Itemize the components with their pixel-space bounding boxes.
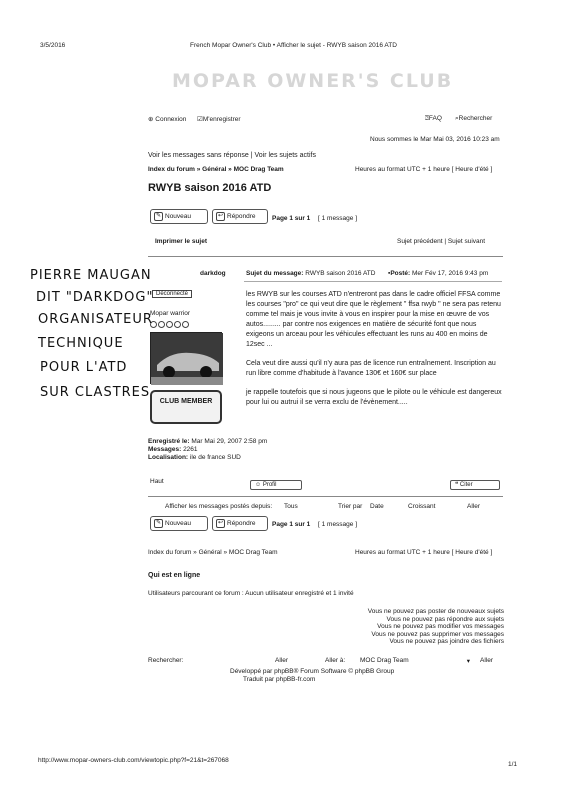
- print-date: 3/5/2016: [40, 42, 66, 49]
- print-topic-link[interactable]: Imprimer le sujet: [155, 238, 208, 245]
- post-body: [246, 290, 502, 417]
- post-paragraph: les RWYB sur les courses ATD n'entreront pas dans le cadre officiel FFSA comme les courses "pro" ce qui veut dire que le règlement " ffsa rwyb " ne sera pas retenu comme tel mais je vous invite à vous en inspirer pour la mise en œuvre de vos autos......... par contre nos exigences en matière de sécurité font que nous exigeons un arceau pour les véhicules effectuant les runs au 400 en moins de 12sec ...: [246, 291, 501, 348]
- post-paragraph: Cela veut dire aussi qu'il n'y aura pas de licence run entraînement. Inscription au run libre comme d'habitude à l'avance 130€ et 160€ sur place: [246, 360, 496, 377]
- faq-icon: ⍰: [425, 115, 429, 122]
- permissions-list: Vous ne pouvez pas poster de nouveaux sujets Vous ne pouvez pas répondre aux sujets Vous ne pouvez pas modifier vos messages Vous ne pouvez pas supprimer vos messages Vous ne pouvez pas joindre des fichiers: [367, 608, 504, 645]
- status-badge: Déconnecté: [152, 290, 192, 298]
- jump-select[interactable]: MOC Drag Team ▾: [360, 657, 470, 665]
- message-count: [ 1 message ]: [318, 215, 358, 222]
- who-online-title: Qui est en ligne: [148, 572, 201, 579]
- register-icon: ☑: [197, 116, 203, 123]
- post-icon: ▪: [388, 270, 391, 277]
- order-select[interactable]: Croissant: [408, 503, 436, 510]
- print-url: http://www.mopar-owners-club.com/viewtopic.php?f=21&t=267068: [38, 757, 229, 764]
- post-paragraph: je rappelle toutefois que si nous jugeons que le pilote ou le véhicule est dangereux pour lui ou autrui il se verra exclu de l'évènement.....: [246, 389, 502, 406]
- avatar: [150, 332, 222, 384]
- footer-credit: Développé par phpBB® Forum Software © phpBB Group: [230, 668, 395, 675]
- new-topic-button-bottom[interactable]: ✎ Nouveau: [150, 516, 208, 531]
- author-rank: Mopar warrior: [150, 310, 191, 317]
- timezone: Heures au format UTC + 1 heure [ Heure d'été ]: [355, 166, 493, 173]
- search-label: Rechercher:: [148, 657, 184, 664]
- post-divider: [244, 281, 502, 282]
- timezone-bottom: Heures au format UTC + 1 heure [ Heure d'été ]: [355, 549, 493, 556]
- sort-label: Trier par: [338, 503, 363, 510]
- reply-icon: ↩: [217, 520, 224, 526]
- quote-button[interactable]: ❝ Citer: [450, 480, 500, 490]
- handwriting-line: POUR L'ATD: [40, 360, 128, 375]
- star-icon: [182, 321, 189, 328]
- who-online-text: Utilisateurs parcourant ce forum : Aucun utilisateur enregistré et 1 invité: [148, 590, 354, 597]
- site-logo: MOPAR OWNER'S CLUB: [172, 70, 454, 92]
- divider: [148, 256, 503, 257]
- post-author[interactable]: darkdog: [200, 270, 226, 277]
- quick-links[interactable]: Voir les messages sans réponse | Voir les sujets actifs: [148, 152, 316, 159]
- reply-icon: ↩: [217, 213, 224, 219]
- breadcrumb-bottom[interactable]: Index du forum » Général » MOC Drag Team: [148, 549, 278, 556]
- login-icon: ⊕: [148, 116, 154, 123]
- new-topic-icon: ✎: [155, 520, 162, 526]
- topic-title[interactable]: RWYB saison 2016 ATD: [148, 182, 272, 194]
- star-icon: [166, 321, 173, 328]
- pagination-bottom: Page 1 sur 1: [272, 521, 311, 528]
- club-member-badge: CLUB MEMBER: [150, 390, 222, 424]
- topic-nav[interactable]: Sujet précédent | Sujet suivant: [397, 238, 486, 245]
- car-photo-icon: [151, 333, 223, 385]
- star-icon: [158, 321, 165, 328]
- print-page: 1/1: [508, 761, 518, 768]
- display-filter-select[interactable]: Tous: [284, 503, 298, 510]
- display-filter-label: Afficher les messages postés depuis:: [165, 503, 273, 510]
- profile-button[interactable]: ☺ Profil: [250, 480, 302, 490]
- search-link[interactable]: ⌕Rechercher: [455, 115, 493, 122]
- faq-link[interactable]: ⍰FAQ: [425, 115, 442, 122]
- post-date: ▪Posté: Mer Fév 17, 2016 9:43 pm: [388, 270, 489, 277]
- print-title: French Mopar Owner's Club • Afficher le sujet - RWYB saison 2016 ATD: [190, 42, 397, 49]
- new-topic-icon: ✎: [155, 213, 162, 219]
- handwriting-line: DIT "DARKDOG": [36, 290, 154, 305]
- search-go-button[interactable]: Aller: [275, 657, 289, 664]
- divider: [148, 496, 503, 497]
- profile-icon: ☺: [255, 482, 262, 488]
- chevron-down-icon: ▾: [466, 658, 470, 665]
- search-icon: ⌕: [455, 115, 459, 122]
- reply-button-bottom[interactable]: ↩ Répondre: [212, 516, 268, 531]
- register-link[interactable]: ☑M'enregistrer: [197, 116, 241, 123]
- handwriting-line: ORGANISATEUR: [38, 312, 153, 327]
- post-subject: Sujet du message: RWYB saison 2016 ATD: [246, 270, 376, 277]
- breadcrumb[interactable]: Index du forum » Général » MOC Drag Team: [148, 166, 284, 173]
- sort-select[interactable]: Date: [370, 503, 384, 510]
- top-link[interactable]: Haut: [150, 478, 164, 485]
- handwriting-line: PIERRE MAUGAN: [30, 268, 152, 283]
- star-icon: [174, 321, 181, 328]
- current-time: Nous sommes le Mar Mai 03, 2016 10:23 am: [370, 136, 500, 143]
- reply-button[interactable]: ↩ Répondre: [212, 209, 268, 224]
- message-count-bottom: [ 1 message ]: [318, 521, 358, 528]
- new-topic-button[interactable]: ✎ Nouveau: [150, 209, 208, 224]
- handwriting-line: TECHNIQUE: [38, 336, 124, 351]
- login-link[interactable]: ⊕ Connexion: [148, 116, 187, 123]
- footer-translation: Traduit par phpBB-fr.com: [243, 676, 316, 683]
- jump-go-button[interactable]: Aller: [480, 657, 494, 664]
- rank-stars: [150, 321, 190, 330]
- filter-go-button[interactable]: Aller: [467, 503, 481, 510]
- jump-label: Aller à:: [325, 657, 346, 664]
- pagination: Page 1 sur 1: [272, 215, 311, 222]
- handwriting-line: SUR CLASTRES: [40, 385, 151, 400]
- author-details: Enregistré le: Mar Mai 29, 2007 2:58 pm Messages: 2261 Localisation: ile de france SUD: [148, 438, 268, 461]
- quote-icon: ❝: [455, 482, 459, 488]
